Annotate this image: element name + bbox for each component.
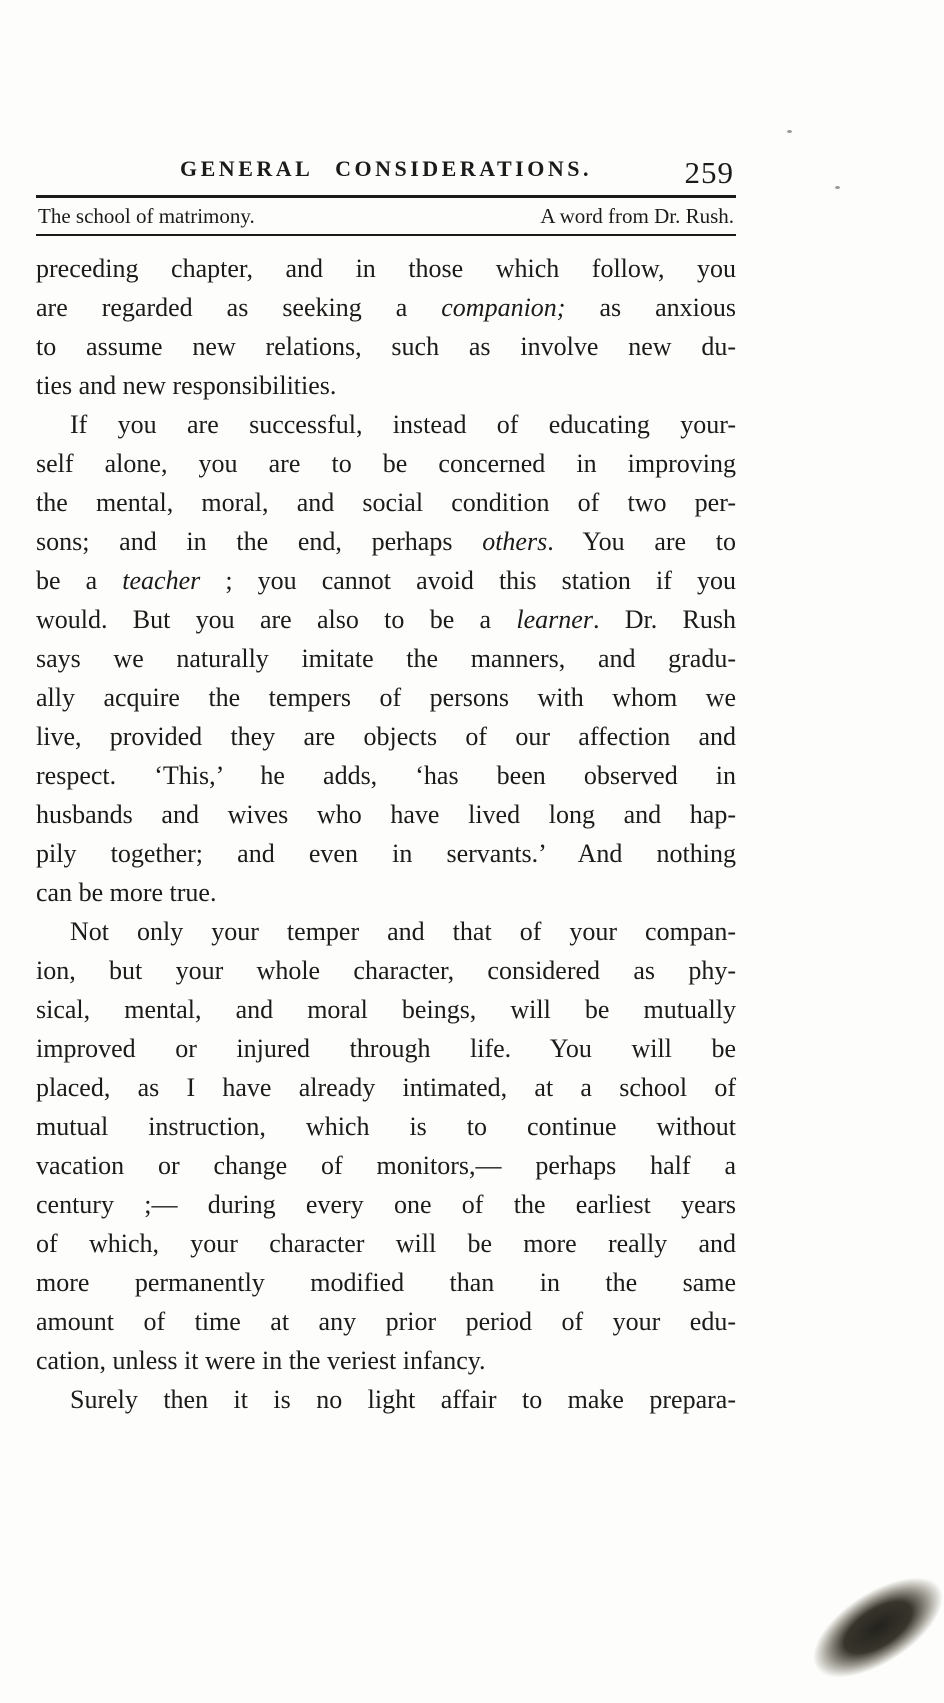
- text-line: mutual instruction, which is to continue without: [36, 1112, 736, 1141]
- text-line: are regarded as seeking a companion; as anxious: [36, 293, 736, 322]
- text-line: vacation or change of monitors,— perhaps half a: [36, 1151, 736, 1180]
- page-title: GENERAL CONSIDERATIONS.: [180, 156, 592, 181]
- text-line: Not only your temper and that of your compan-: [70, 917, 736, 946]
- text-line: ion, but your whole character, considered as phy-: [36, 956, 736, 985]
- text-line: placed, as I have already intimated, at a school of: [36, 1073, 736, 1102]
- text-line: improved or injured through life. You will be: [36, 1034, 736, 1063]
- text-line: pily together; and even in servants.’ And nothing: [36, 839, 736, 868]
- paragraph: [36, 1380, 736, 1419]
- text-line: preceding chapter, and in those which follow, you: [36, 254, 736, 283]
- text-line: amount of time at any prior period of your edu-: [36, 1307, 736, 1336]
- text-line: live, provided they are objects of our affection and: [36, 722, 736, 751]
- text-line: would. But you are also to be a learner. Dr. Rush: [36, 605, 736, 634]
- scan-speck: [835, 186, 840, 189]
- text-line: ties and new responsibilities.: [36, 371, 337, 400]
- section-subhead: [36, 198, 736, 234]
- text-line: the mental, moral, and social condition of two per-: [36, 488, 736, 517]
- text-line: respect. ‘This,’ he adds, ‘has been observed in: [36, 761, 736, 790]
- subhead-rule: [36, 234, 736, 236]
- text-line: of which, your character will be more really and: [36, 1229, 736, 1258]
- scan-smudge: [768, 1533, 944, 1703]
- text-line: self alone, you are to be concerned in improving: [36, 449, 736, 478]
- text-line: ally acquire the tempers of persons with whom we: [36, 683, 736, 712]
- subhead-left: The school of matrimony.: [38, 204, 255, 228]
- page-number: 259: [684, 155, 734, 190]
- text-line: cation, unless it were in the veriest infancy.: [36, 1346, 486, 1375]
- text-line: sical, mental, and moral beings, will be mutually: [36, 995, 736, 1024]
- text-line: Surely then it is no light affair to make prepara-: [70, 1385, 736, 1414]
- body-text: [36, 249, 736, 1419]
- text-line: can be more true.: [36, 878, 217, 907]
- text-line: husbands and wives who have lived long and hap-: [36, 800, 736, 829]
- scan-speck: [787, 130, 792, 133]
- text-line: to assume new relations, such as involve new du-: [36, 332, 736, 361]
- text-line: more permanently modified than in the same: [36, 1268, 736, 1297]
- paragraph: [36, 249, 736, 405]
- text-line: If you are successful, instead of educating your-: [70, 410, 736, 439]
- text-line: be a teacher ; you cannot avoid this station if you: [36, 566, 736, 595]
- text-column: [36, 146, 736, 1419]
- paragraph: [36, 912, 736, 1380]
- running-head: [36, 146, 736, 188]
- text-line: sons; and in the end, perhaps others. You are to: [36, 527, 737, 556]
- paragraph: [36, 405, 736, 912]
- text-line: says we naturally imitate the manners, and gradu-: [36, 644, 736, 673]
- subhead-right: A word from Dr. Rush.: [540, 204, 734, 228]
- text-line: century ;— during every one of the earliest years: [36, 1190, 736, 1219]
